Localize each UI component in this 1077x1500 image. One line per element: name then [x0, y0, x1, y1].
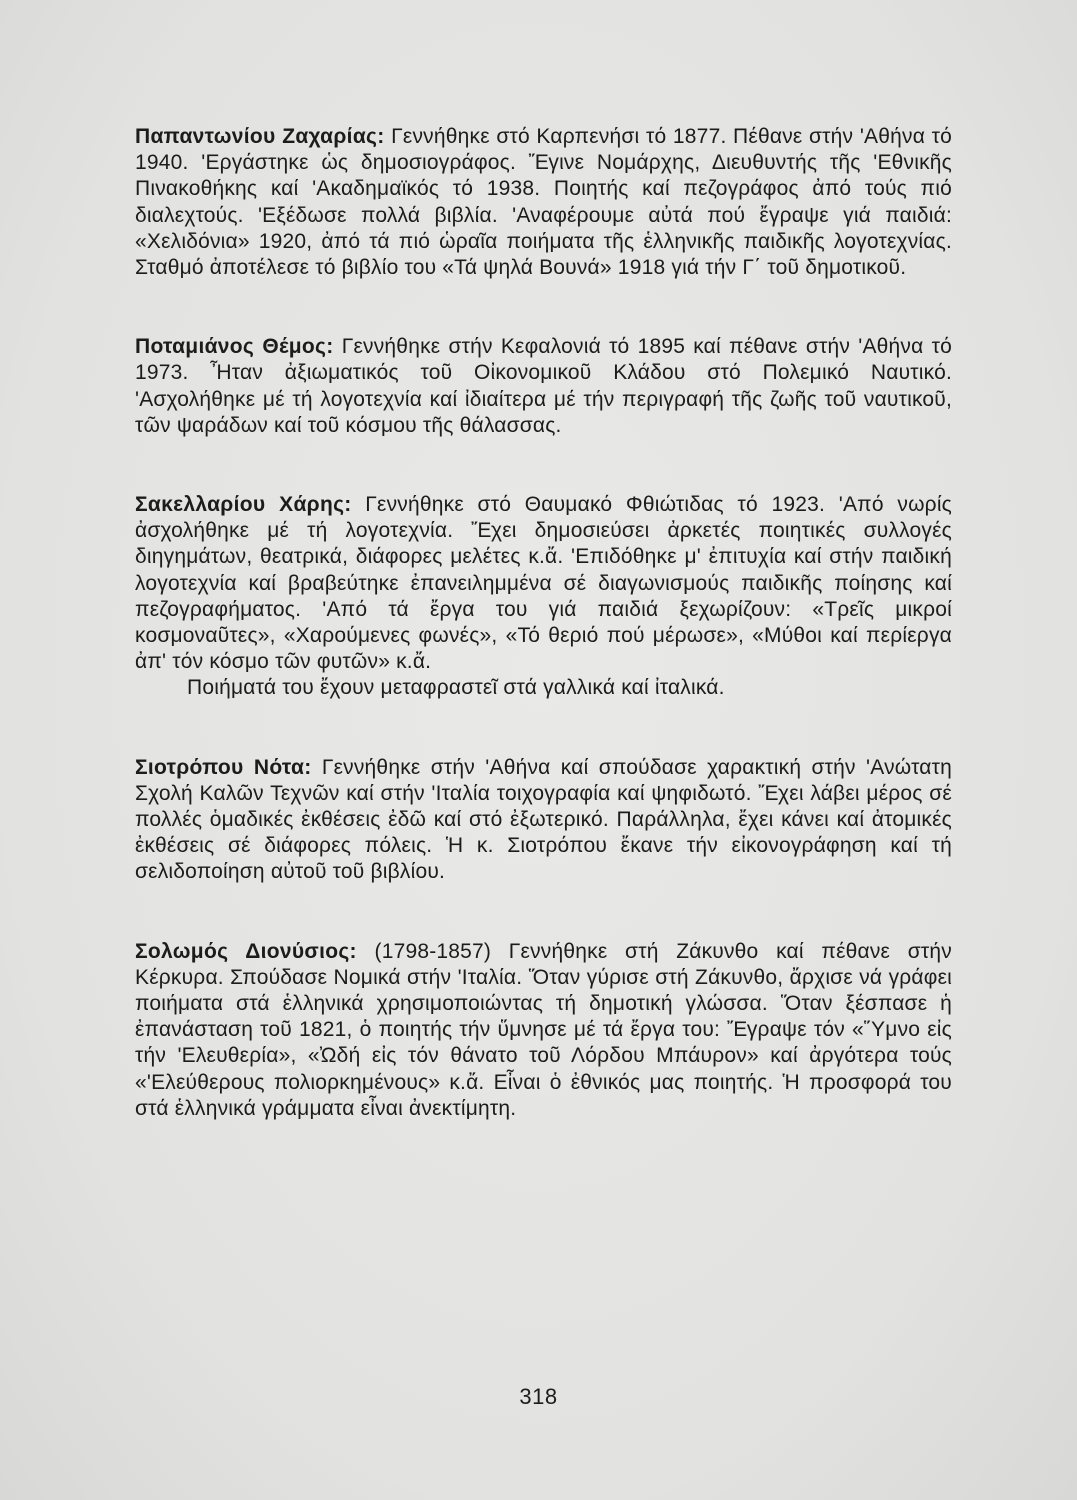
entry-name: Σολωμός Διονύσιος:: [135, 939, 357, 963]
biography-entry: [135, 492, 952, 702]
biography-entry: [135, 124, 952, 281]
biography-entry: [135, 755, 952, 886]
entry-name: Σιοτρόπου Νότα:: [135, 755, 312, 779]
entry-paragraph: Ποιήματά του ἔχουν μεταφραστεῖ στά γαλλικά καί ἰταλικά.: [187, 676, 725, 700]
entry-text: Γεννήθηκε στό Θαυμακό Φθιώτιδας τό 1923. 'Από νωρίς ἀσχολήθηκε μέ τή λογοτεχνία. Ἔχει δημοσιεύσει ἀρκετές ποιητικές συλλογές διηγημάτων, θεατρικά, διάφορες μελέτες κ.ἄ. 'Επιδόθηκε μ' ἐπιτυχία καί στήν παιδική λογοτεχνία καί βραβεύτηκε ἐπανειλημμένα σέ διαγωνισμούς παιδικῆς ποίησης καί πεζογραφήματος. 'Από τά ἔργα του γιά παιδιά ξεχωρίζουν: «Τρεῖς μικροί κοσμοναῦτες», «Χαρούμενες φωνές», «Τό θεριό πού μέρωσε», «Μύθοι καί περίεργα ἀπ' τόν κόσμο τῶν φυτῶν» κ.ἄ.: [135, 493, 953, 674]
entry-paragraph: [135, 492, 952, 675]
entry-text: Γεννήθηκε στό Καρπενήσι τό 1877. Πέθανε στήν 'Αθήνα τό 1940. 'Εργάστηκε ὡς δημοσιογράφος. Ἔγινε Νομάρχης, Διευθυντής τῆς 'Εθνικῆς Πινακοθήκης καί 'Ακαδημαϊκός τό 1938. Ποιητής καί πεζογράφος ἀπό τούς πιό διαλεχτούς. 'Εξέδωσε πολλά βιβλία. 'Αναφέρουμε αὐτά πού ἔγραψε γιά παιδιά: «Χελιδόνια» 1920, ἀπό τά πιό ὡραῖα ποιήματα τῆς ἑλληνικῆς παιδικῆς λογοτεχνίας. Σταθμό ἀποτέλεσε τό βιβλίο του «Τά ψηλά Βουνά» 1918 γιά τήν Γ΄ τοῦ δημοτικοῦ.: [135, 125, 952, 280]
entry-paragraph: [135, 939, 952, 1122]
entry-text: Γεννήθηκε στήν 'Αθήνα καί σπούδασε χαρακτική στήν 'Ανώτατη Σχολή Καλῶν Τεχνῶν καί στήν 'Ιταλία τοιχογραφία καί ψηφιδωτό. Ἔχει λάβει μέρος σέ πολλές ὁμαδικές ἐκθέσεις ἐδῶ καί στό ἐξωτερικό. Παράλληλα, ἔχει κάνει καί ἀτομικές ἐκθέσεις σέ διάφορες πόλεις. Ἡ κ. Σιοτρόπου ἔκανε τήν εἰκονογράφηση καί τή σελιδοποίηση αὐτοῦ τοῦ βιβλίου.: [135, 755, 952, 884]
entry-paragraph: [135, 755, 952, 886]
entry-text: Γεννήθηκε στήν Κεφαλονιά τό 1895 καί πέθανε στήν 'Αθήνα τό 1973. Ἦταν ἀξιωματικός τοῦ Οἰκονομικοῦ Κλάδου στό Πολεμικό Ναυτικό. 'Ασχολήθηκε μέ τή λογοτεχνία καί ἰδιαίτερα μέ τήν περιγραφή τῆς ζωῆς τοῦ ναυτικοῦ, τῶν ψαράδων καί τοῦ κόσμου τῆς θάλασσας.: [135, 335, 952, 437]
entry-paragraph: [135, 334, 952, 439]
entry-name: Σακελλαρίου Χάρης:: [135, 493, 352, 517]
entry-name: Παπαντωνίου Ζαχαρίας:: [135, 125, 385, 148]
biography-list: [135, 118, 952, 1122]
entry-text: (1798-1857) Γεννήθηκε στή Ζάκυνθο καί πέθανε στήν Κέρκυρα. Σπούδασε Νομικά στήν 'Ιταλία. Ὅταν γύρισε στή Ζάκυνθο, ἄρχισε νά γράφει ποιήματα στά ἑλληνικά χρησιμοποιώντας τή δημοτική γλώσσα. Ὅταν ξέσπασε ἡ ἐπανάσταση τοῦ 1821, ὁ ποιητής τήν ὕμνησε μέ τά ἔργα του: Ἔγραψε τόν «Ὕμνο εἰς τήν 'Ελευθερία», «Ὠδή εἰς τόν θάνατο τοῦ Λόρδου Μπάυρον» καί ἀργότερα τούς «'Ελεύθερους πολιορκημένους» κ.ἄ. Εἶναι ὁ ἐθνικός μας ποιητής. Ἡ προσφορά του στά ἑλληνικά γράμματα εἶναι ἀνεκτίμητη.: [135, 939, 952, 1120]
entry-paragraph: [135, 124, 952, 281]
biography-entry: [135, 334, 952, 439]
entry-name: Ποταμιάνος Θέμος:: [135, 335, 334, 359]
page-number: 318: [519, 1384, 558, 1409]
biography-entry: [135, 939, 952, 1122]
